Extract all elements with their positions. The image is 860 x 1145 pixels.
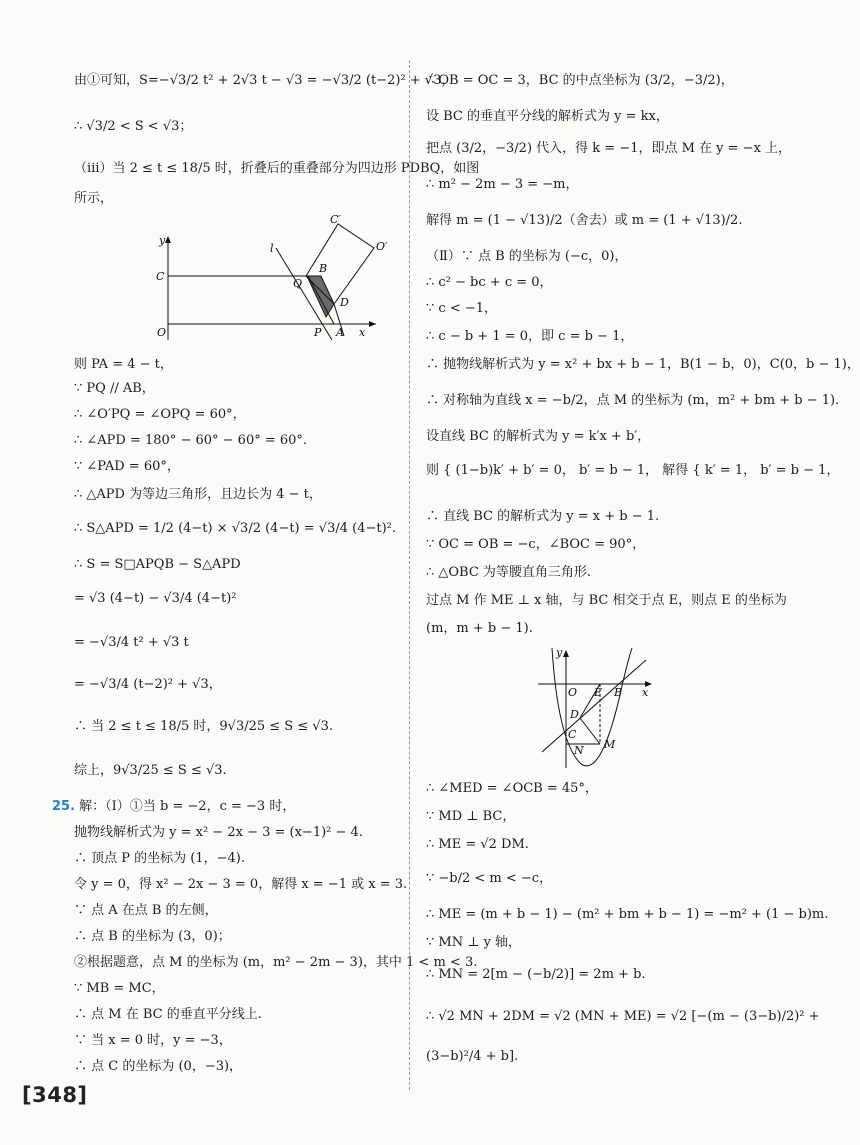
text-line: ∵ c < −1， <box>426 301 498 316</box>
x-axis-arrow <box>369 321 376 327</box>
label-P: P <box>314 326 322 339</box>
text-line: 设 BC 的垂直平分线的解析式为 y = kx， <box>426 109 669 124</box>
text-line: ∴ 点 B 的坐标为 (3，0)； <box>74 929 231 944</box>
text-line: 由①可知，S=−√3/2 t² + 2√3 t − √3 = −√3/2 (t−2)² + √3， <box>74 73 455 88</box>
text-line: ∴ ∠APD = 180° − 60° − 60° = 60°. <box>74 433 308 448</box>
text-line: ∴ S△APD = 1/2 (4−t) × √3/2 (4−t) = √3/4 (4−t)². <box>74 521 397 536</box>
text-line: = √3 (4−t) − √3/4 (4−t)² <box>74 591 237 606</box>
text-line: = −√3/4 (t−2)² + √3， <box>74 677 222 692</box>
text-line: 所示， <box>74 191 114 206</box>
label-Q: Q <box>293 277 303 290</box>
text-line: ∵ 当 x = 0 时，y = −3， <box>74 1033 232 1048</box>
text-line: ∴ △OBC 为等腰直角三角形. <box>426 565 592 580</box>
text-line: ∵ −b/2 < m < −c， <box>426 871 553 886</box>
text-line: （ⅲ）当 2 ≤ t ≤ 18/5 时，折叠后的重叠部分为四边形 PDBQ，如图 <box>74 161 480 176</box>
label-E: E <box>594 686 603 699</box>
text-line: 设直线 BC 的解析式为 y = k′x + b′， <box>426 429 651 444</box>
text-line: ∴ √2 MN + 2DM = √2 (MN + ME) = √2 [−(m − (3−b)/2)² + <box>426 1009 820 1024</box>
y-axis-arrow <box>563 650 569 657</box>
label-B: B <box>319 262 328 275</box>
text-line: ∴ ME = (m + b − 1) − (m² + bm + b − 1) = −m² + (1 − b)m. <box>426 907 829 922</box>
parabola-curve <box>552 648 632 766</box>
line-BC <box>542 660 646 752</box>
text-line: ∴ 点 C 的坐标为 (0，−3)， <box>74 1059 243 1074</box>
text-line: 过点 M 作 ME ⊥ x 轴，与 BC 相交于点 E，则点 E 的坐标为 <box>426 593 787 608</box>
text-line: ∴ 顶点 P 的坐标为 (1，−4). <box>74 851 245 866</box>
page-number: [348] <box>22 1083 88 1107</box>
text-line: ∵ MN ⊥ y 轴， <box>426 935 522 950</box>
text-line: ∴ √3/2 < S < √3； <box>74 119 193 134</box>
column-divider <box>409 60 410 1090</box>
text-line: ∴ MN = 2[m − (−b/2)] = 2m + b. <box>426 967 646 982</box>
text-line: ∴ ∠MED = ∠OCB = 45°， <box>426 781 598 796</box>
label-C: C <box>568 728 577 741</box>
label-x: x <box>359 326 366 339</box>
label-O-prime: O′ <box>376 240 388 253</box>
label-l: l <box>270 242 274 255</box>
text-line: ∴ ∠O′PQ = ∠OPQ = 60°， <box>74 407 246 422</box>
label-O: O <box>568 686 578 699</box>
segment-DM <box>580 718 600 744</box>
text-line: 综上，9√3/25 ≤ S ≤ √3. <box>74 763 227 778</box>
text-line: ∴ m² − 2m − 3 = −m， <box>426 177 579 192</box>
text-line: ∴ OB = OC = 3，BC 的中点坐标为 (3/2，−3/2)， <box>426 73 734 88</box>
text-line: ∴ c² − bc + c = 0， <box>426 275 553 290</box>
text-line: ∴ 点 M 在 BC 的垂直平分线上. <box>74 1007 262 1022</box>
label-O: O <box>157 326 167 339</box>
label-y: y <box>556 646 563 659</box>
text-line: = −√3/4 t² + √3 t <box>74 635 189 650</box>
text-line: ∵ OC = OB = −c，∠BOC = 90°， <box>426 537 646 552</box>
label-x: x <box>642 686 649 699</box>
label-M: M <box>604 738 616 751</box>
text-line: 则 PA = 4 − t， <box>74 357 173 372</box>
text-line: ∵ PQ // AB， <box>74 381 155 396</box>
text-line: ∴ 当 2 ≤ t ≤ 18/5 时，9√3/25 ≤ S ≤ √3. <box>74 719 334 734</box>
text-line: 解：（Ⅰ）①当 b = −2，c = −3 时， <box>79 799 296 814</box>
y-axis-arrow <box>165 236 171 243</box>
text-line: ∴ 抛物线解析式为 y = x² + bx + b − 1，B(1 − b，0)，C(0，b − 1)， <box>426 357 860 372</box>
question-25 <box>52 798 295 816</box>
text-line: 令 y = 0，得 x² − 2x − 3 = 0，解得 x = −1 或 x = 3. <box>74 877 408 892</box>
text-line: ∵ MD ⊥ BC， <box>426 809 516 824</box>
label-y: y <box>159 234 166 247</box>
text-line: ∴ ME = √2 DM. <box>426 837 529 852</box>
text-line: ∴ S = S□APQB − S△APD <box>74 557 241 572</box>
text-line: 把点 (3/2，−3/2) 代入，得 k = −1，即点 M 在 y = −x 上， <box>426 141 792 156</box>
label-C-prime: C′ <box>330 213 341 226</box>
label-D: D <box>340 296 349 309</box>
label-B: B <box>614 686 623 699</box>
text-line: ∴ △APD 为等边三角形，且边长为 4 − t， <box>74 487 322 502</box>
system-of-equations: 则 { (1−b)k′ + b′ = 0， b′ = b − 1， 解得 { k′ = 1， b′ = b − 1， <box>426 463 840 478</box>
text-line: 抛物线解析式为 y = x² − 2x − 3 = (x−1)² − 4. <box>74 825 363 840</box>
label-D: D <box>570 708 579 721</box>
text-line: 解得 m = (1 − √13)/2（舍去）或 m = (1 + √13)/2. <box>426 213 743 228</box>
text-line: (m，m + b − 1). <box>426 621 533 636</box>
text-line: ②根据题意，点 M 的坐标为 (m，m² − 2m − 3)，其中 1 < m < 3. <box>74 955 478 970</box>
text-line: ∴ 对称轴为直线 x = −b/2，点 M 的坐标为 (m，m² + bm + b − 1). <box>426 393 840 408</box>
figure-parabola <box>536 646 656 770</box>
label-A: A <box>336 326 344 339</box>
text-line: (3−b)²/4 + b]. <box>426 1049 519 1064</box>
text-line: ∵ ∠PAD = 60°， <box>74 459 180 474</box>
label-N: N <box>574 744 584 757</box>
text-line: ∵ 点 A 在点 B 的左侧， <box>74 903 218 918</box>
text-line: ∵ MB = MC， <box>74 981 165 996</box>
label-C: C <box>156 270 165 283</box>
text-line: （Ⅱ）∵ 点 B 的坐标为 (−c，0)， <box>426 249 628 264</box>
text-line: ∴ 直线 BC 的解析式为 y = x + b − 1. <box>426 509 660 524</box>
figure-folding-quadrilateral <box>154 212 388 347</box>
text-line: ∴ c − b + 1 = 0，即 c = b − 1， <box>426 329 634 344</box>
question-number: 25. <box>52 799 76 814</box>
